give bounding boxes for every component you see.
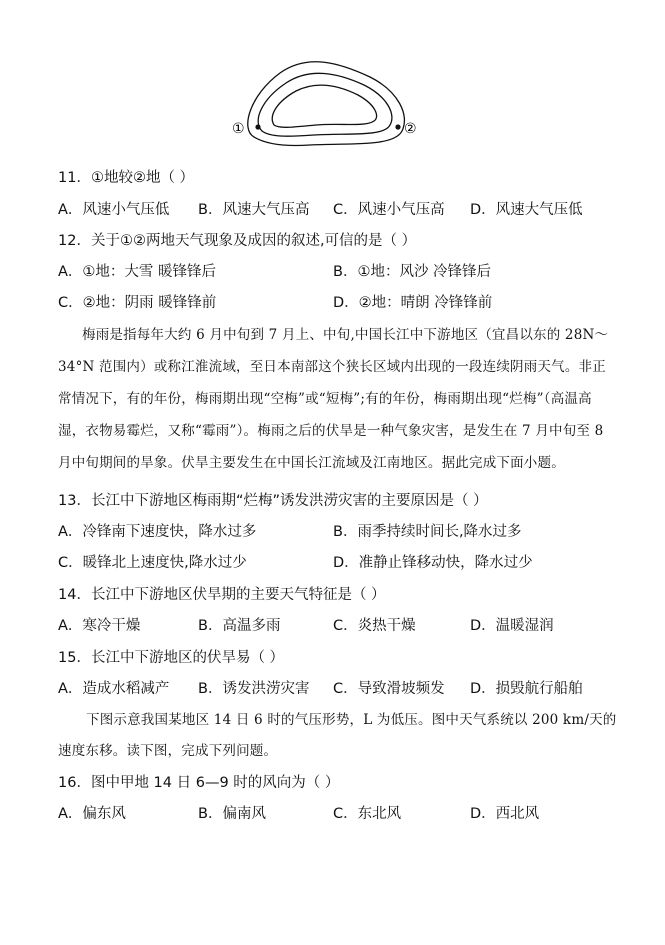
question-13-stem: 13．长江中下游地区梅雨期“烂梅”诱发洪涝灾害的主要原因是（ ） — [58, 493, 488, 509]
q11-option-c[interactable]: C．风速小气压高 — [333, 202, 445, 218]
passage-1-line-2: 34°N 范围内）或称江淮流域，至日本南部这个狭长区域内出现的一段连续阴雨天气。非正 — [58, 359, 606, 375]
q11-option-d[interactable]: D．风速大气压低 — [470, 202, 583, 218]
isobar-inner — [272, 85, 376, 127]
q16-option-b[interactable]: B．偏南风 — [198, 806, 266, 822]
question-14-stem: 14．长江中下游地区伏旱期的主要天气特征是（ ） — [58, 587, 386, 603]
q15-option-a[interactable]: A．造成水稻减产 — [58, 681, 170, 697]
q12-option-a[interactable]: A．①地：大雪 暖锋锋后 — [58, 264, 217, 280]
q11-option-b[interactable]: B．风速大气压高 — [198, 202, 310, 218]
passage-1-line-5: 月中旬期间的旱象。伏旱主要发生在中国长江流域及江南地区。据此完成下面小题。 — [58, 455, 565, 471]
passage-2-line-1: 下图示意我国某地区 14 日 6 时的气压形势，L 为低压。图中天气系统以 200 km/天的 — [86, 712, 617, 728]
q14-option-a[interactable]: A．寒冷干燥 — [58, 618, 141, 634]
question-15-stem: 15．长江中下游地区的伏旱易（ ） — [58, 650, 285, 666]
q13-option-d[interactable]: D．准静止锋移动快，降水过少 — [333, 555, 533, 571]
q14-option-d[interactable]: D．温暖湿润 — [470, 618, 554, 634]
question-11-stem: 11．①地较②地（ ） — [58, 170, 195, 186]
q15-option-c[interactable]: C．导致滑坡频发 — [333, 681, 445, 697]
q16-option-a[interactable]: A．偏东风 — [58, 806, 126, 822]
passage-1-line-1: 梅雨是指每年大约 6 月中旬到 7 月上、中旬,中国长江中下游地区（宜昌以东的 28N～ — [82, 327, 609, 343]
q12-option-b[interactable]: B．①地：风沙 冷锋锋后 — [333, 264, 492, 280]
question-16-stem: 16．图中甲地 14 日 6—9 时的风向为（ ） — [58, 775, 340, 791]
point-2-marker — [395, 124, 400, 129]
q12-option-c[interactable]: C．②地：阴雨 暖锋锋前 — [58, 295, 217, 311]
point-1-label: ① — [232, 121, 245, 137]
q11-option-a[interactable]: A．风速小气压低 — [58, 202, 170, 218]
passage-1-line-3: 常情况下，有的年份，梅雨期出现“空梅”或“短梅”;有的年份，梅雨期出现“烂梅”（高温高 — [58, 391, 592, 407]
q15-option-d[interactable]: D．损毁航行船舶 — [470, 681, 583, 697]
point-1-marker — [255, 124, 260, 129]
q13-option-a[interactable]: A．冷锋南下速度快，降水过多 — [58, 524, 257, 540]
isobar-diagram — [230, 55, 430, 150]
isobar-diagram-svg — [230, 55, 430, 150]
question-12-stem: 12．关于①②两地天气现象及成因的叙述,可信的是（ ） — [58, 233, 417, 249]
passage-2-line-2: 速度东移。读下图，完成下列问题。 — [58, 743, 278, 759]
q13-option-b[interactable]: B．雨季持续时间长,降水过多 — [333, 524, 522, 540]
q16-option-d[interactable]: D．西北风 — [470, 806, 540, 822]
passage-1-line-4: 湿，衣物易霉烂，又称“霉雨”）。梅雨之后的伏旱是一种气象灾害，是发生在 7 月中旬至 8 — [58, 423, 604, 439]
q14-option-b[interactable]: B．高温多雨 — [198, 618, 281, 634]
q14-option-c[interactable]: C．炎热干燥 — [333, 618, 416, 634]
q15-option-b[interactable]: B．诱发洪涝灾害 — [198, 681, 310, 697]
q12-option-d[interactable]: D．②地：晴朗 冷锋锋前 — [333, 295, 493, 311]
q13-option-c[interactable]: C．暖锋北上速度快,降水过少 — [58, 555, 247, 571]
q16-option-c[interactable]: C．东北风 — [333, 806, 402, 822]
point-2-label: ② — [404, 121, 417, 137]
